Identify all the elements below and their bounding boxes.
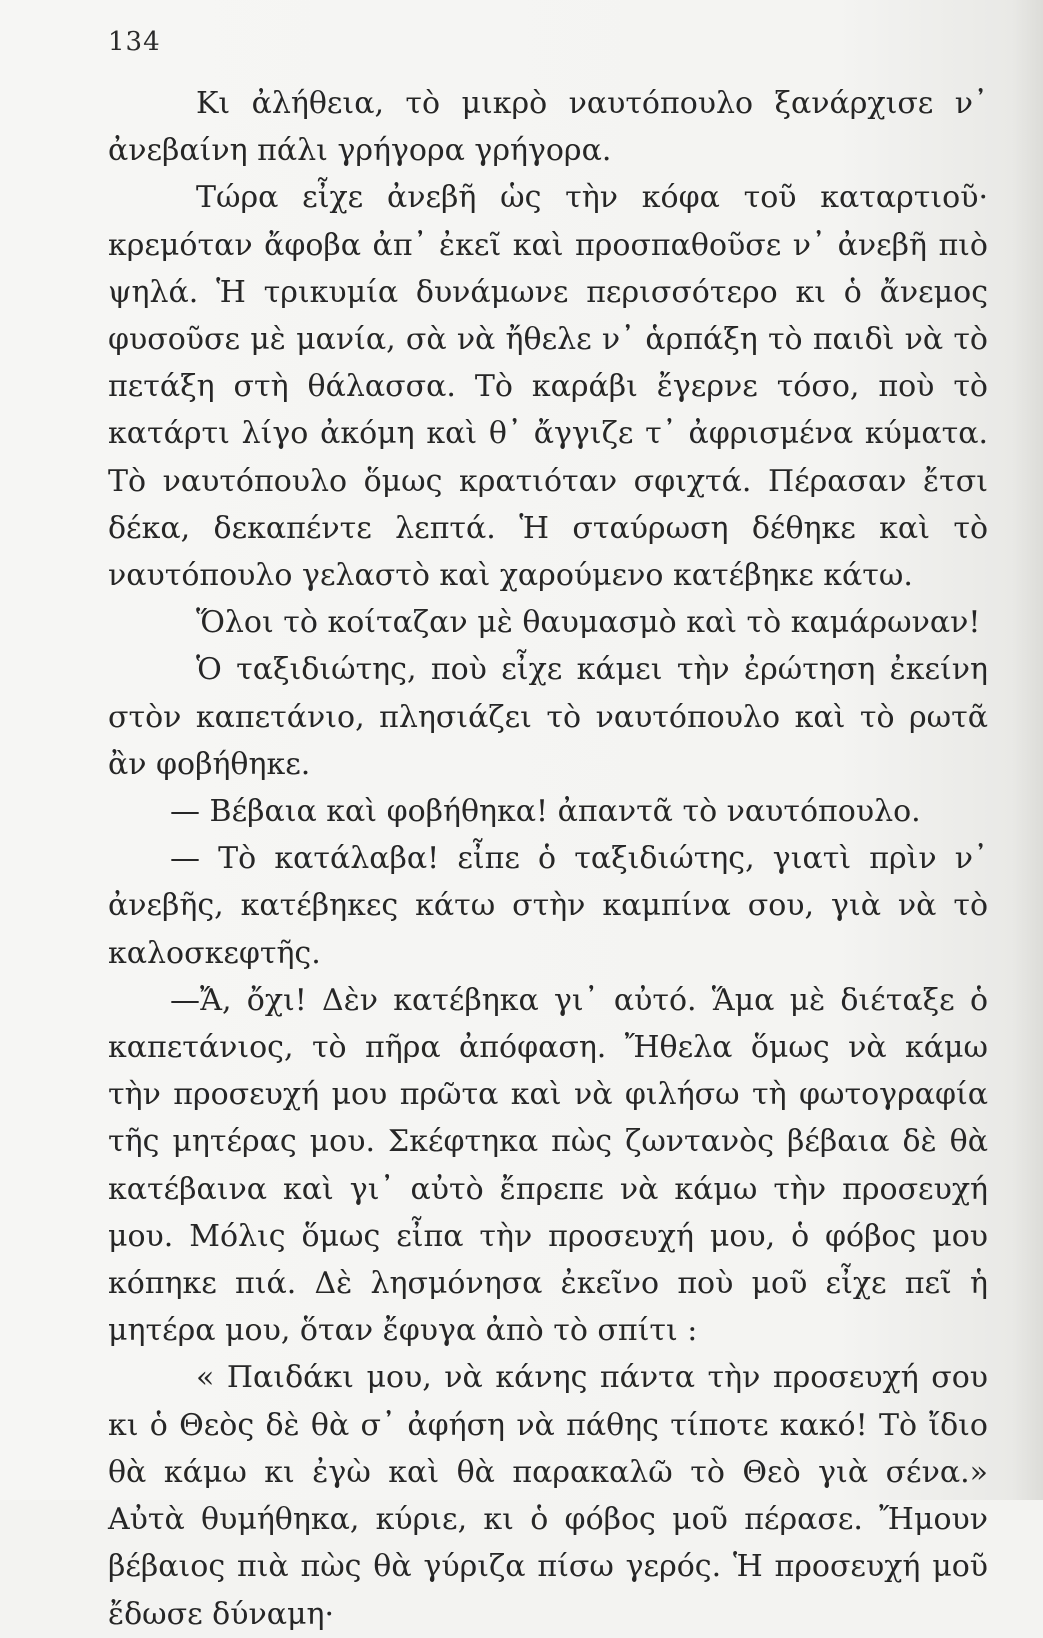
- dialogue-line: —Ἄ, ὄχι! Δὲν κατέβηκα γι᾽ αὐτό. Ἅμα μὲ διέταξε ὁ καπετάνιος, τὸ πῆρα ἀπόφαση. Ἤθελα ὅμως νὰ κάμω τὴν προσευχή μου πρῶτα καὶ νὰ φιλήσω τὴ φωτογραφία τῆς μητέρας μου. Σκέφτηκα πὼς ζωντανὸς βέβαια δὲ θὰ κατέβαινα καὶ γι᾽ αὐτὸ ἔπρεπε νὰ κάμω τὴν προσευχή μου. Μόλις ὅμως εἶπα τὴν προσευχή μου, ὁ φόβος μου κόπηκε πιά. Δὲ λησμόνησα ἐκεῖνο ποὺ μοῦ εἶχε πεῖ ἡ μητέρα μου, ὅταν ἔφυγα ἀπὸ τὸ σπίτι :: [108, 982, 988, 1349]
- paragraph: Τώρα εἶχε ἀνεβῆ ὡς τὴν κόφα τοῦ καταρτιοῦ· κρεμόταν ἄφοβα ἀπ᾽ ἐκεῖ καὶ προσπαθοῦσε ν᾽ ἀνεβῆ πιὸ ψηλά. Ἡ τρικυμία δυνάμωνε περισσότερο κι ὁ ἄνεμος φυσοῦσε μὲ μανία, σὰ νὰ ἤθελε ν᾽ ἁρπάξη τὸ παιδὶ νὰ τὸ πετάξη στὴ θάλασσα. Τὸ καράβι ἔγερνε τόσο, ποὺ τὸ κατάρτι λίγο ἀκόμη καὶ θ᾽ ἄγγιζε τ᾽ ἀφρισμένα κύματα. Τὸ ναυτόπουλο ὅμως κρατιόταν σφιχτά. Πέρασαν ἔτσι δέκα, δεκαπέντε λεπτά. Ἡ σταύρωση δέθηκε καὶ τὸ ναυτόπουλο γελαστὸ καὶ χαρούμενο κατέβηκε κάτω.: [108, 180, 988, 594]
- dialogue-line: — Βέβαια καὶ φοβήθηκα! ἀπαντᾶ τὸ ναυτόπουλο.: [170, 794, 921, 830]
- dialogue-line: — Τὸ κατάλαβα! εἶπε ὁ ταξιδιώτης, γιατὶ πρὶν ν᾽ ἀνεβῆς, κατέβηκες κάτω στὴν καμπίνα σου, γιὰ νὰ τὸ καλοσκεφτῆς.: [108, 841, 988, 971]
- quoted-paragraph: « Παιδάκι μου, νὰ κάνης πάντα τὴν προσευχή σου κι ὁ Θεὸς δὲ θὰ σ᾽ ἀφήση νὰ πάθης τίποτε κακό! Τὸ ἴδιο θὰ κάμω κι ἐγὼ καὶ θὰ παρακαλῶ τὸ Θεὸ γιὰ σένα.» Αὐτὰ θυμήθηκα, κύριε, κι ὁ φόβος μοῦ πέρασε. Ἤμουν βέβαιος πιὰ πὼς θὰ γύριζα πίσω γερός. Ἡ προσευχή μοῦ ἔδωσε δύναμη·: [108, 1360, 988, 1632]
- paragraph: Ὁ ταξιδιώτης, ποὺ εἶχε κάμει τὴν ἐρώτηση ἐκείνη στὸν καπετάνιο, πλησιάζει τὸ ναυτόπουλο καὶ τὸ ρωτᾶ ἂν φοβήθηκε.: [108, 652, 988, 782]
- body-text: [108, 80, 988, 1638]
- page-number: 134: [108, 27, 161, 57]
- paragraph: Κι ἀλήθεια, τὸ μικρὸ ναυτόπουλο ξανάρχισε ν᾽ ἀνεβαίνη πάλι γρήγορα γρήγορα.: [108, 86, 988, 169]
- paragraph: Ὅλοι τὸ κοίταζαν μὲ θαυμασμὸ καὶ τὸ καμάρωναν!: [196, 605, 981, 641]
